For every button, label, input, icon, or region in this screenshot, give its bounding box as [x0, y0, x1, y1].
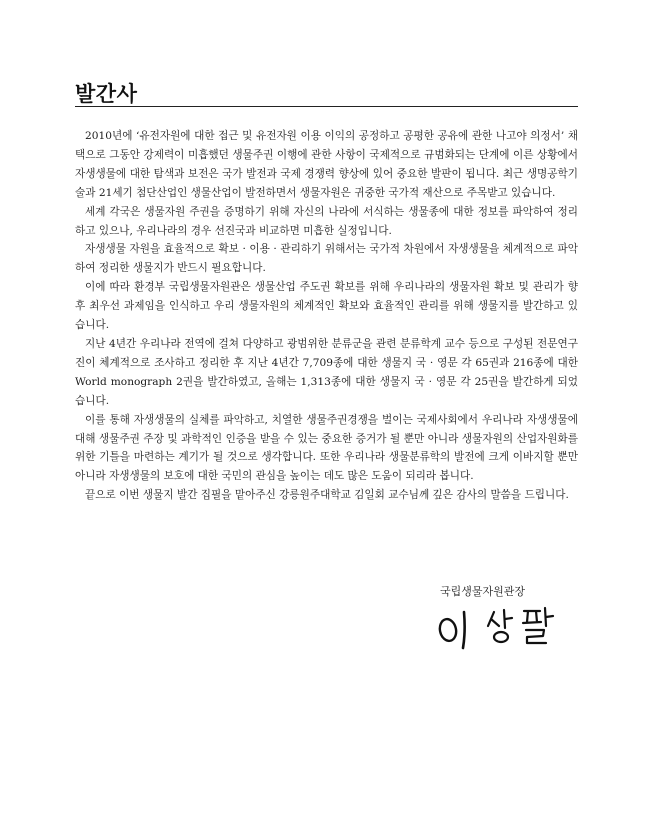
body-text [75, 127, 578, 505]
title-rule [75, 106, 578, 107]
paragraph: 끝으로 이번 생물지 발간 집필을 맡아주신 강릉원주대학교 김일회 교수님께 깊은 감사의 말씀을 드립니다. [85, 489, 569, 502]
handwritten-signature [432, 602, 562, 650]
paragraph: 이를 통해 자생생물의 실체를 파악하고, 치열한 생물주권경쟁을 벌이는 국제사회에서 우리나라 자생생물에 대해 생물주권 주장 및 과학적인 인증을 받을 수 있는 중요한 증거가 될 뿐만 아니라 생물자원의 산업자원화를 위한 기틀을 마련하는 계기가 될 것으로 생각합니다. 또한 우리나라 생물분류학의 발전에 크게 이바지할 뿐만 아니라 자생생물의 보호에 대한 국민의 관심을 높이는 데도 많은 도움이 되리라 봅니다. [75, 413, 578, 483]
paragraph: 이에 따라 환경부 국립생물자원관은 생물산업 주도권 확보를 위해 우리나라의 생물자원 확보 및 관리가 향후 최우선 과제임을 인식하고 우리 생물자원의 체계적인 확보와 효율적인 관리를 위해 생물지를 발간하고 있습니다. [75, 281, 578, 332]
paragraph: 세계 각국은 생물자원 주권을 증명하기 위해 자신의 나라에 서식하는 생물종에 대한 정보를 파악하여 정리하고 있으나, 우리나라의 경우 선진국과 비교하면 미흡한 실정입니다. [75, 205, 578, 237]
paragraph: 지난 4년간 우리나라 전역에 걸쳐 다양하고 광범위한 분류군을 관련 분류학계 교수 등으로 구성된 전문연구진이 체계적으로 조사하고 정리한 후 지난 4년간 7,709종에 대한 생물지 국 · 영문 각 65권과 216종에 대한 World monograph 2권을 발간하였고, 올해는 1,313종에 대한 생물지 국 · 영문 각 25권을 발간하게 되었습니다. [75, 337, 578, 407]
signer-title: 국립생물자원관장 [440, 585, 526, 598]
page-title: 발간사 [75, 82, 138, 106]
paragraph: 자생생물 자원을 효율적으로 확보 · 이용 · 관리하기 위해서는 국가적 차원에서 자생생물을 체계적으로 파악하여 정리한 생물지가 반드시 필요합니다. [75, 243, 578, 275]
paragraph: 2010년에 ‘유전자원에 대한 접근 및 유전자원 이용 이익의 공정하고 공평한 공유에 관한 나고야 의정서’ 채택으로 그동안 강제력이 미흡했던 생물주권 이행에 관한 사항이 국제적으로 규범화되는 단계에 이른 상황에서 자생생물에 대한 탐색과 보전은 국가 발전과 국제 경쟁력 향상에 있어 중요한 발판이 됩니다. 최근 생명공학기술과 21세기 첨단산업인 생물산업이 발전하면서 생물자원은 귀중한 국가적 재산으로 주목받고 있습니다. [75, 130, 578, 199]
